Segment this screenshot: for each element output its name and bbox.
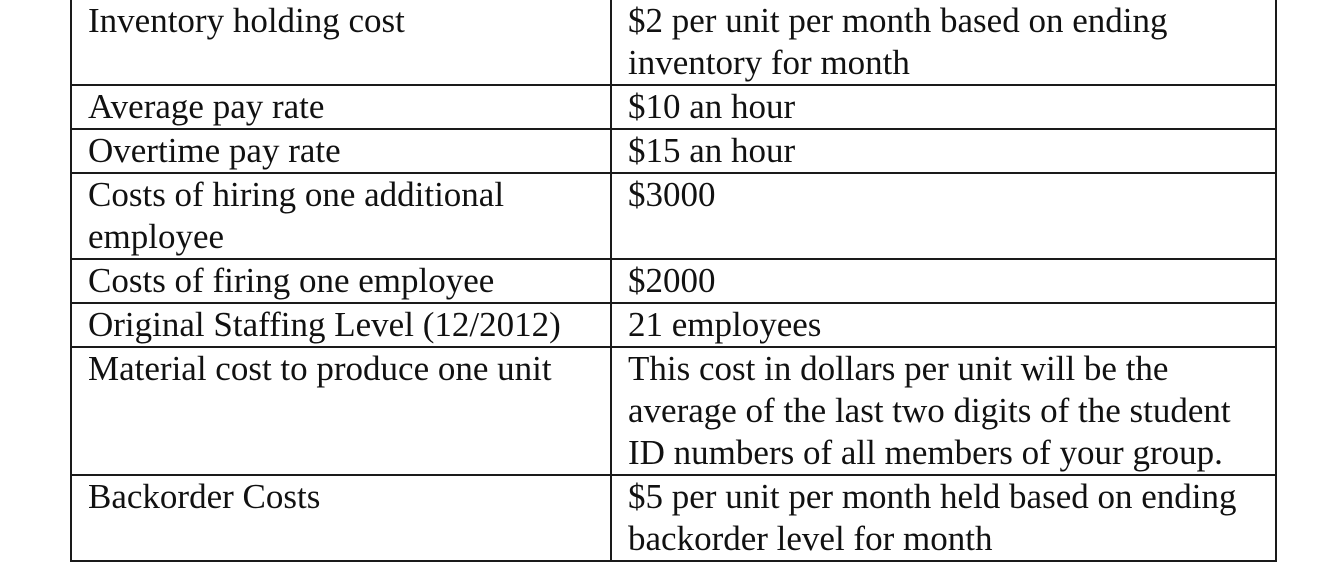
row-label-firing-cost: Costs of firing one employee: [71, 259, 611, 303]
table-row: [71, 347, 1276, 475]
row-value-average-pay-rate: $10 an hour: [611, 85, 1276, 129]
row-label-material-cost: Material cost to produce one unit: [71, 347, 611, 475]
table-row: [71, 129, 1276, 173]
row-label-backorder-costs: Backorder Costs: [71, 475, 611, 561]
row-value-inventory-holding-cost: $2 per unit per month based on ending inventory for month: [611, 0, 1276, 85]
row-value-backorder-costs: $5 per unit per month held based on ending backorder level for month: [611, 475, 1276, 561]
row-value-original-staffing-level: 21 employees: [611, 303, 1276, 347]
table-row: [71, 85, 1276, 129]
row-value-material-cost: This cost in dollars per unit will be the average of the last two digits of the student ID numbers of all members of your group.: [611, 347, 1276, 475]
row-label-overtime-pay-rate: Overtime pay rate: [71, 129, 611, 173]
row-label-average-pay-rate: Average pay rate: [71, 85, 611, 129]
row-value-overtime-pay-rate: $15 an hour: [611, 129, 1276, 173]
table-row: [71, 0, 1276, 85]
table-row: [71, 259, 1276, 303]
table-row: [71, 475, 1276, 561]
row-label-original-staffing-level: Original Staffing Level (12/2012): [71, 303, 611, 347]
table-row: [71, 173, 1276, 259]
table-row: [71, 303, 1276, 347]
row-label-inventory-holding-cost: Inventory holding cost: [71, 0, 611, 85]
row-label-hiring-cost: Costs of hiring one additional employee: [71, 173, 611, 259]
row-value-firing-cost: $2000: [611, 259, 1276, 303]
row-value-hiring-cost: $3000: [611, 173, 1276, 259]
cost-parameters-table: [70, 0, 1277, 562]
